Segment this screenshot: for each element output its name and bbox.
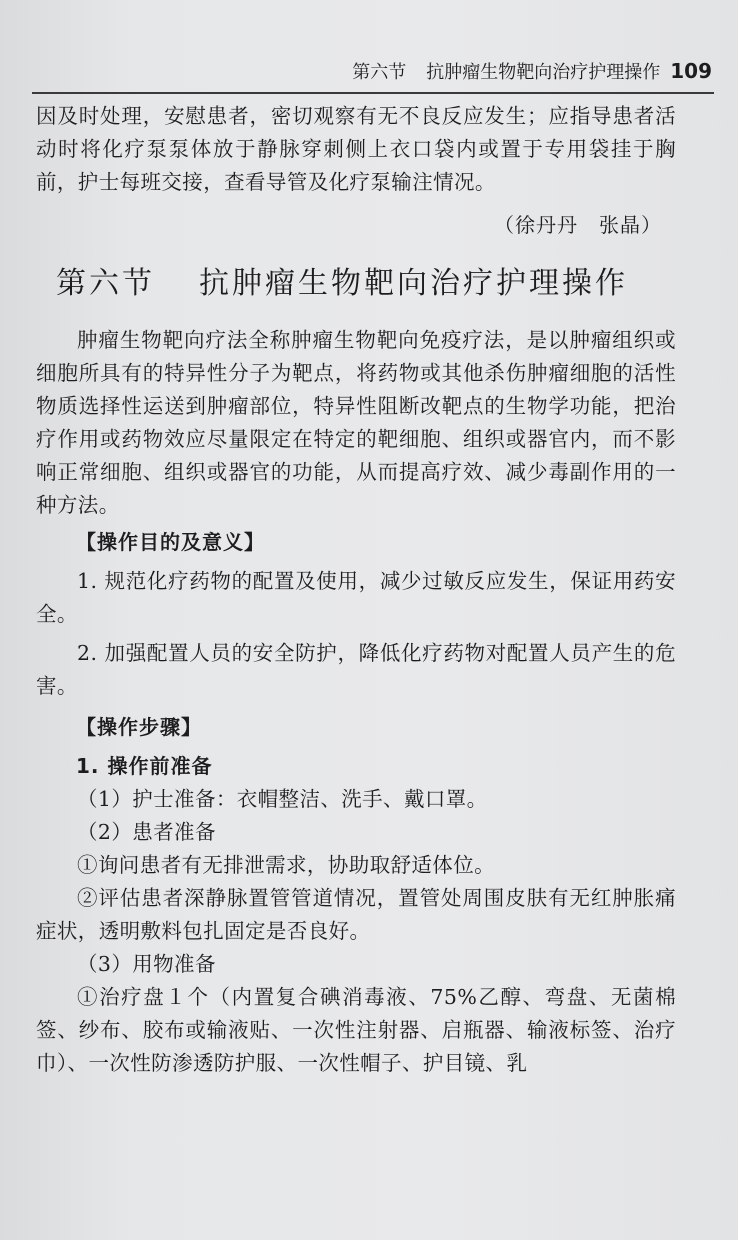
definition-paragraph: 肿瘤生物靶向疗法全称肿瘤生物靶向免疫疗法，是以肿瘤组织或细胞所具有的特异性分子为靶点，将药物或其他杀伤肿瘤细胞的活性物质选择性运送到肿瘤部位，特异性阻断改靶点的生物学功能，把治疗作用或药物效应尽量限定在特定的靶细胞、组织或器官内，而不影响正常细胞、组织或器官的功能，从而提高疗效、减少毒副作用的一种方法。 [36,328,676,517]
purpose-item: 2. 加强配置人员的安全防护，降低化疗药物对配置人员产生的危害。 [36,641,676,698]
nurse-prep: （1）护士准备：衣帽整洁、洗手、戴口罩。 [77,787,488,811]
page-number: 109 [670,59,712,83]
patient-prep: （2）患者准备 [77,820,216,844]
intro-paragraph: 因及时处理，安慰患者，密切观察有无不良反应发生；应指导患者活动时将化疗泵泵体放于静脉穿刺侧上衣口袋内或置于专用袋挂于胸前，护士每班交接，查看导管及化疗泵输注情况。 [36,104,676,194]
steps-sub-heading: 1. 操作前准备 [76,754,213,778]
header-title: 抗肿瘤生物靶向治疗护理操作 [426,62,661,83]
section-name: 抗肿瘤生物靶向治疗护理操作 [199,266,628,301]
supplies-item: ①治疗盘１个（内置复合碘消毒液、75%乙醇、弯盘、无菌棉签、纱布、胶布或输液贴、一次性注射器、启瓶器、输液标签、治疗巾）、一次性防渗透防护服、一次性帽子、护目镜、乳 [36,985,676,1075]
header-section-number: 第六节 [352,62,407,83]
patient-item: ①询问患者有无排泄需求，协助取舒适体位。 [77,853,495,877]
section-title [56,264,676,304]
purpose-heading: 【操作目的及意义】 [76,530,265,554]
page-body [36,100,676,1080]
author-credit: （徐丹丹 张晶） [494,213,662,237]
running-header [0,58,712,84]
section-number: 第六节 [56,266,155,301]
purpose-item: 1. 规范化疗药物的配置及使用，减少过敏反应发生，保证用药安全。 [36,569,676,626]
patient-item: ②评估患者深静脉置管管道情况，置管处周围皮肤有无红肿胀痛症状，透明敷料包扎固定是否良好。 [36,886,676,943]
supplies-prep: （3）用物准备 [77,952,216,976]
steps-heading: 【操作步骤】 [76,715,202,739]
header-rule [32,92,714,94]
